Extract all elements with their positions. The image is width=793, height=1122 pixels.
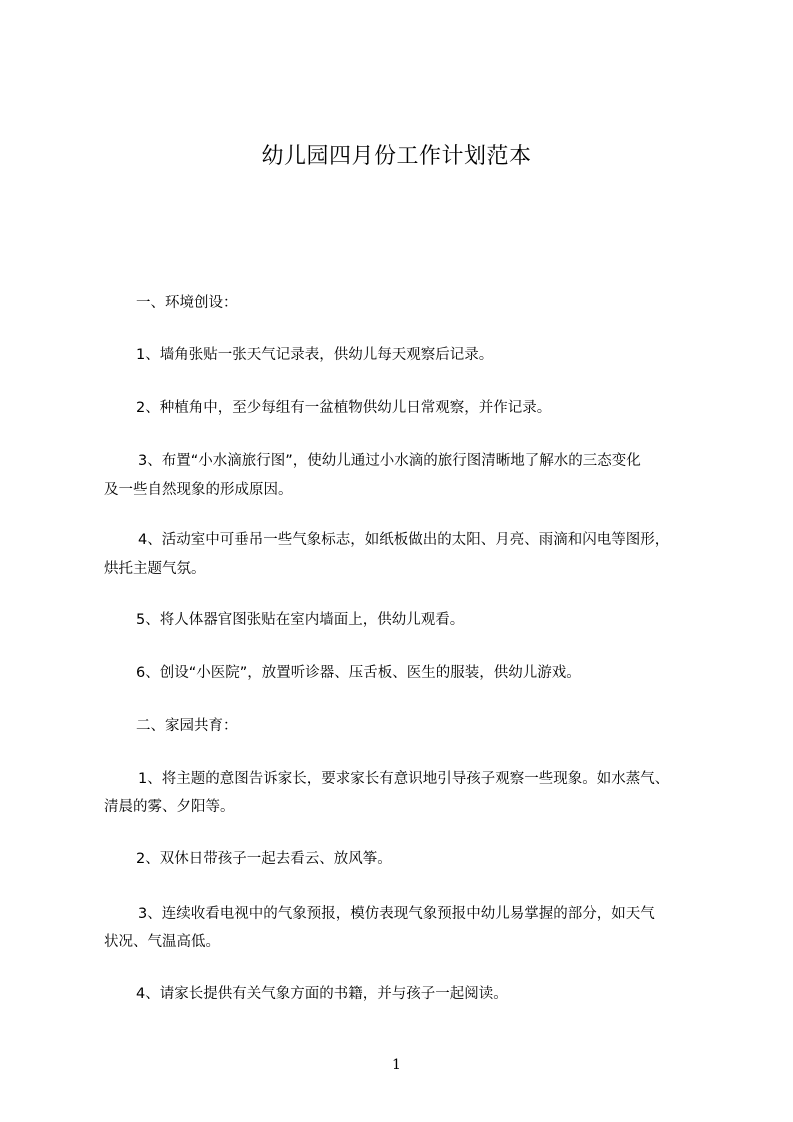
- list-item: 4、请家长提供有关气象方面的书籍，并与孩子一起阅读。: [136, 986, 508, 1002]
- list-item: 6、创设“小医院”，放置听诊器、压舌板、医生的服装，供幼儿游戏。: [136, 665, 581, 681]
- list-item-line: 及一些自然现象的形成原因。: [104, 482, 293, 498]
- section-heading: 二、家园共育：: [136, 718, 238, 734]
- list-item-line: 状况、气温高低。: [104, 934, 220, 950]
- document-title: 幼儿园四月份工作计划范本: [261, 144, 532, 169]
- page-number: 1: [392, 1057, 401, 1073]
- list-item-line: 清晨的雾、夕阳等。: [104, 799, 235, 815]
- list-item-line: 1、将主题的意图告诉家长，要求家长有意识地引导孩子观察一些现象。如水蒸气、: [138, 771, 670, 787]
- list-item-line: 4、活动室中可垂吊一些气象标志，如纸板做出的太阳、月亮、雨滴和闪电等图形，: [138, 532, 670, 548]
- list-item: 5、将人体器官图张贴在室内墙面上，供幼儿观看。: [136, 612, 465, 628]
- list-item-line: 3、布置“小水滴旅行图”，使幼儿通过小水滴的旅行图清晰地了解水的三态变化: [138, 453, 641, 469]
- list-item: 2、种植角中，至少每组有一盆植物供幼儿日常观察，并作记录。: [136, 400, 552, 416]
- list-item-line: 3、连续收看电视中的气象预报，模仿表现气象预报中幼儿易掌握的部分，如天气: [138, 906, 655, 922]
- list-item-line: 烘托主题气氛。: [104, 561, 206, 577]
- list-item: 1、墙角张贴一张天气记录表，供幼儿每天观察后记录。: [136, 347, 494, 363]
- list-item: 2、双休日带孩子一起去看云、放风筝。: [136, 851, 392, 867]
- section-heading: 一、环境创设：: [136, 295, 238, 311]
